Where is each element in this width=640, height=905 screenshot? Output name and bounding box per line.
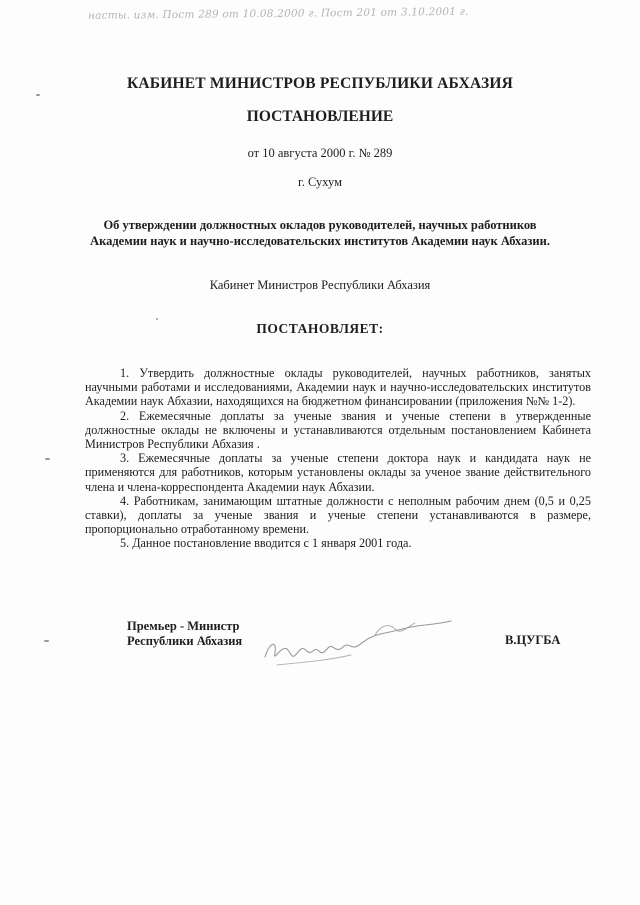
signatory-position-line-1: Премьер - Министр: [127, 619, 240, 633]
signatory-name: В.ЦУГБА: [505, 633, 561, 647]
paragraph-2: 2. Ежемесячные доплаты за ученые звания и ученые степени в утвержденные должностные оклады не включены и устанавливаются отдельным постановлением Кабинета Министров Республики Абхазия .: [85, 408, 591, 452]
signatory-position-line-2: Республики Абхазия: [127, 634, 243, 648]
date-and-number: от 10 августа 2000 г. № 289: [247, 146, 393, 160]
issuing-body: Кабинет Министров Республики Абхазия: [209, 278, 431, 292]
resolves-heading: ПОСТАНОВЛЯЕТ:: [256, 321, 384, 336]
document-body: [85, 366, 591, 551]
issuer-title: КАБИНЕТ МИНИСТРОВ РЕСПУБЛИКИ АБХАЗИЯ: [126, 75, 514, 92]
signatory-position: [127, 619, 242, 649]
scan-speck: [45, 458, 50, 460]
subject-line-2: Академии наук и научно-исследовательских институтов Академии наук Абхазии.: [90, 234, 550, 248]
handwritten-signature: [255, 605, 455, 675]
document-type: ПОСТАНОВЛЕНИЕ: [246, 108, 394, 125]
scan-speck: [44, 640, 49, 642]
scan-speck: [36, 94, 40, 96]
handwritten-note: насты. изм. Пост 289 от 10.08.2000 г. Пост 201 от 3.10.2001 г.: [87, 5, 469, 22]
paragraph-5: 5. Данное постановление вводится с 1 января 2001 года.: [120, 536, 412, 551]
city: г. Сухум: [297, 175, 342, 189]
paragraph-3: 3. Ежемесячные доплаты за ученые степени доктора наук и кандидата наук не применяются для работников, которым установлены оклады за ученое звание действительного члена и члена-корреспондента Академии наук Абхазии.: [85, 451, 591, 494]
document-subject: [0, 217, 640, 249]
scan-speck: [156, 318, 158, 320]
subject-line-1: Об утверждении должностных окладов руководителей, научных работников: [103, 218, 537, 232]
paragraph-1: 1. Утвердить должностные оклады руководителей, научных работников, занятых научными работами и исследованиями, Академии наук и научно-исследовательских институтов Академии наук Абхазии, находящихся на бюджетном финансировании (приложения №№ 1-2).: [85, 366, 591, 409]
paragraph-4: 4. Работникам, занимающим штатные должности с неполным рабочим днем (0,5 и 0,25 ставки), доплаты за ученые звания и ученые степени устанавливаются в размере, пропорционально отработанному времени.: [85, 493, 591, 537]
